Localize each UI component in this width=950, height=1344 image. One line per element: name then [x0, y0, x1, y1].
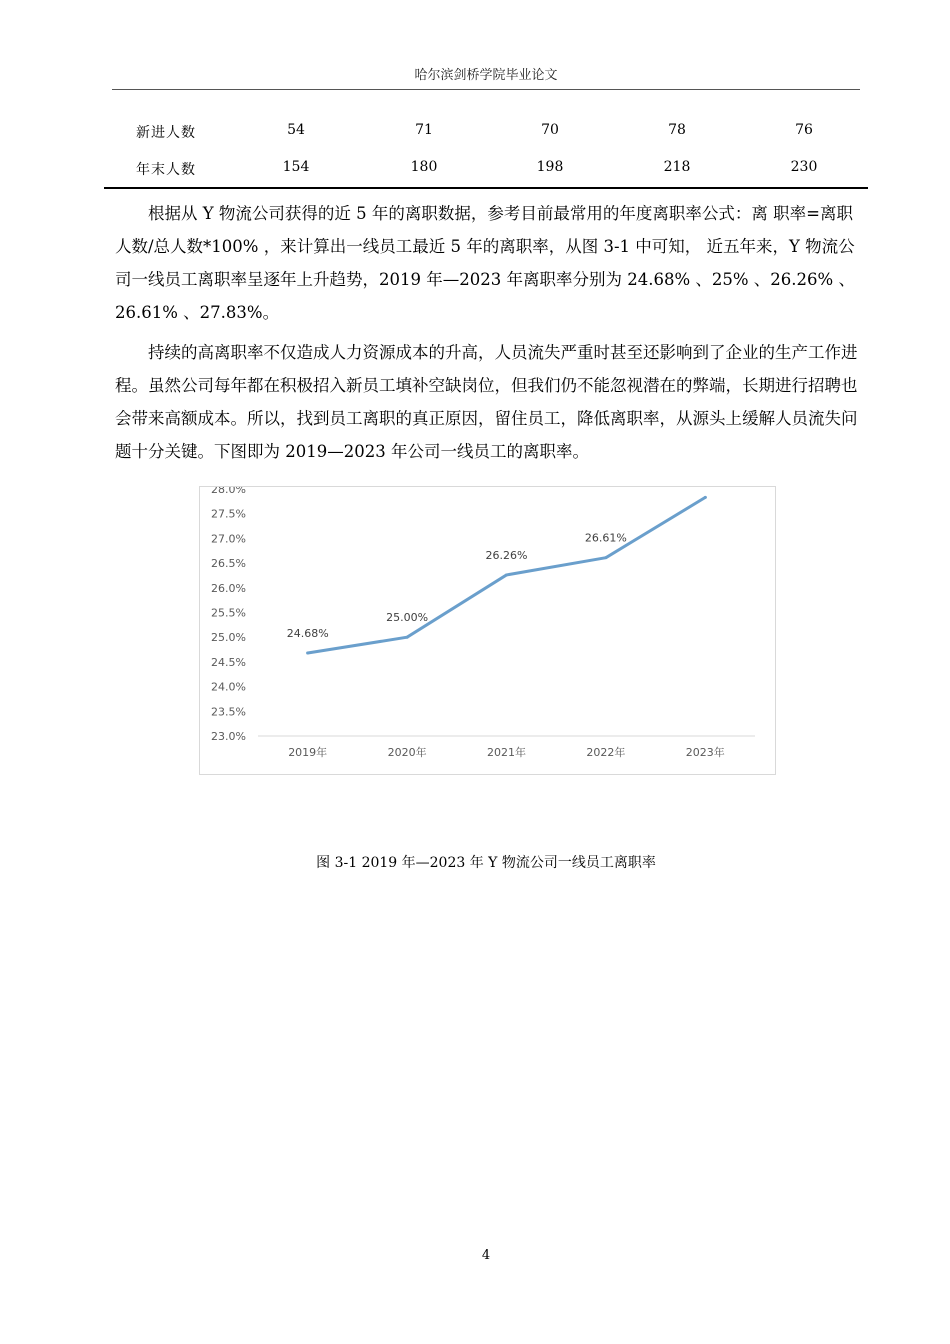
table-cell: 78: [668, 122, 686, 138]
body-paragraph: 根据从 Y 物流公司获得的近 5 年的离职数据，参考目前最常用的年度离职率公式：离 职率=离职人数/总人数*100% ，来计算出一线员工最近 5 年的离职率，从图 3-1 中可知， 近五年来，Y 物流公司一线员工离职率呈逐年上升趋势，2019 年—2023 年离职率分别为 24.68% 、25% 、26.26% 、26.61% 、27.83%。: [115, 204, 855, 322]
data-point: [306, 652, 309, 655]
table-cell: 70: [541, 122, 559, 138]
y-tick-label: 23.0%: [211, 730, 246, 743]
page-header: 哈尔滨剑桥学院毕业论文: [414, 68, 558, 83]
table-cell: 54: [287, 122, 305, 138]
data-point: [604, 556, 607, 559]
y-tick-label: 25.0%: [211, 631, 246, 645]
y-tick-label: 26.5%: [211, 557, 246, 571]
table-cell: 154: [282, 159, 310, 175]
turnover-chart: [199, 486, 776, 775]
header-rule: [112, 89, 860, 90]
table-cell: 230: [790, 159, 818, 175]
x-tick-label: 2020年: [387, 746, 427, 759]
x-tick-label: 2021年: [487, 746, 526, 759]
y-tick-label: 27.5%: [211, 507, 246, 521]
table-bottom-rule: [104, 187, 868, 189]
row-label: 年末人数: [136, 162, 196, 178]
table-cell: 218: [663, 159, 691, 175]
figure-caption: 图 3-1 2019 年—2023 年 Y 物流公司一线员工离职率: [316, 855, 656, 871]
data-label: 26.61%: [584, 531, 627, 545]
y-tick-label: 27.0%: [211, 532, 246, 546]
y-tick-label: 23.5%: [211, 705, 246, 719]
table-row: [104, 122, 868, 152]
data-label: 25.00%: [386, 611, 429, 625]
y-tick-label: 26.0%: [211, 581, 246, 595]
y-tick-label: 24.5%: [211, 655, 246, 669]
y-tick-label: 24.0%: [211, 680, 246, 694]
data-point: [406, 636, 409, 639]
table-row: [104, 159, 868, 189]
data-label: 24.68%: [286, 627, 329, 641]
x-tick-label: 2023年: [685, 746, 725, 759]
x-tick-label: 2022年: [586, 746, 626, 759]
table-cell: 180: [410, 159, 438, 175]
data-point: [505, 573, 508, 576]
data-label: 26.26%: [485, 548, 528, 562]
y-tick-label: 25.5%: [211, 606, 246, 620]
row-label: 新进人数: [136, 125, 196, 141]
line-chart-svg: [200, 487, 775, 774]
body-paragraph: 持续的高离职率不仅造成人力资源成本的升高，人员流失严重时甚至还影响到了企业的生产工作进程。虽然公司每年都在积极招入新员工填补空缺岗位，但我们仍不能忽视潜在的弊端，长期进行招聘也会带来高额成本。所以，找到员工离职的真正原因，留住员工，降低离职率，从源头上缓解人员流失问题十分关键。下图即为 2019—2023 年公司一线员工的离职率。: [115, 343, 858, 461]
page-number: 4: [481, 1248, 491, 1263]
x-tick-label: 2019年: [288, 746, 328, 759]
y-tick-label: 28.0%: [211, 487, 246, 496]
table-cell: 76: [795, 122, 813, 138]
table-cell: 198: [536, 159, 564, 175]
table-cell: 71: [415, 122, 433, 138]
data-point: [704, 496, 707, 499]
